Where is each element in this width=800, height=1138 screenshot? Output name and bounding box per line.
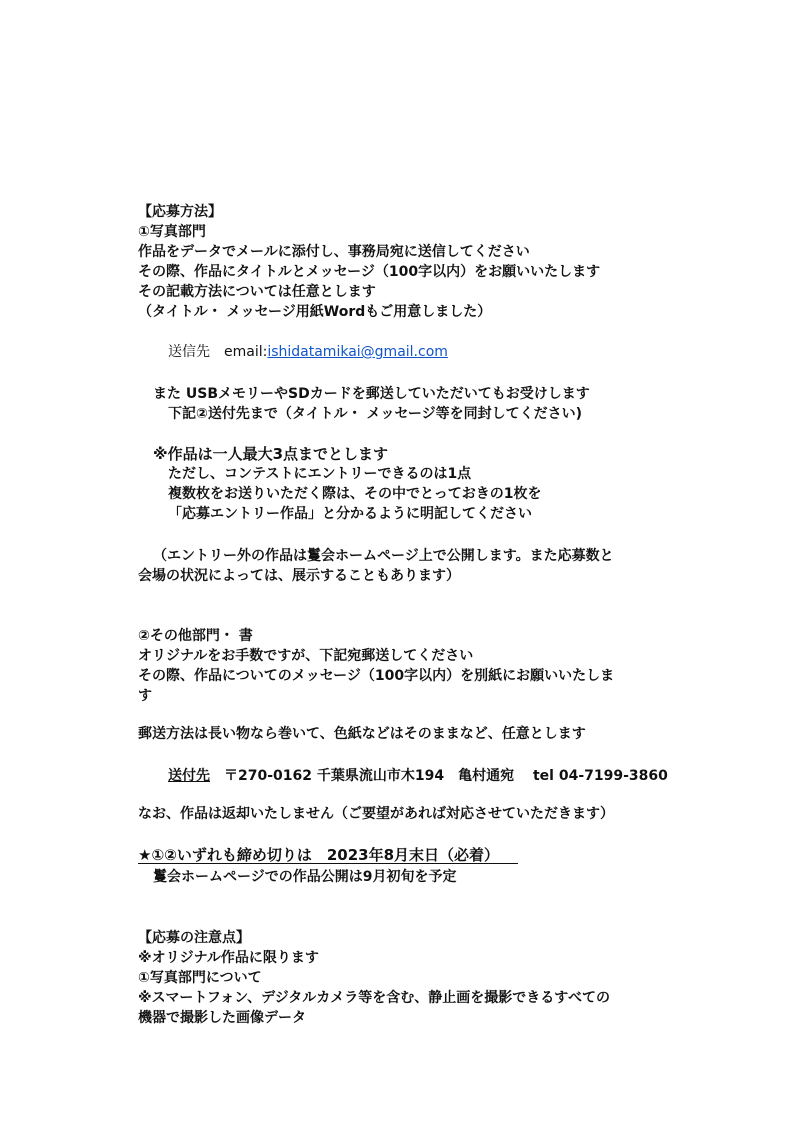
deadline-underline: [138, 863, 518, 864]
publish-schedule-line: 鬘会ホームページでの作品公開は9月初旬を予定: [153, 869, 457, 885]
return-policy-line: なお、作品は返却いたしません（ご要望があれば対応させていただきます）: [138, 806, 614, 822]
email-label: 送信先 email:: [168, 344, 268, 360]
usb-line-1: また USBメモリーやSDカードを郵送していただいてもお受けします: [153, 386, 590, 402]
usb-line-2: 下記②送付先まで（タイトル・ メッセージ等を同封してください): [168, 406, 583, 422]
other-instruction-1: オリジナルをお手数ですが、下記宛郵送してください: [138, 648, 474, 664]
notes-heading: 【応募の注意点】: [138, 930, 250, 946]
deadline-line: ★①②いずれも締め切りは 2023年8月末日（必着）: [138, 846, 500, 864]
address-label: 送付先: [168, 768, 210, 784]
notes-line-3: ※スマートフォン、デジタルカメラ等を含む、静止画を撮影できるすべての: [138, 990, 610, 1006]
photo-instruction-1: 作品をデータでメールに添付し、事務局宛に送信してください: [138, 244, 530, 260]
address-text: 〒270-0162 千葉県流山市木194 亀村通宛 tel 04-7199-3860: [224, 768, 668, 784]
other-section-title: ②その他部門・ 書: [138, 628, 253, 644]
email-link[interactable]: ishidatamikai@gmail.com: [267, 344, 448, 360]
outside-entry-line-1: （エントリー外の作品は鬘会ホームページ上で公開します。また応募数と: [153, 548, 614, 564]
photo-instruction-3: その記載方法については任意とします: [138, 284, 376, 300]
limit-line-1: ※作品は一人最大3点までとします: [153, 445, 389, 463]
photo-section-title: ①写真部門: [138, 224, 206, 240]
other-instruction-2: その際、作品についてのメッセージ（100字以内）を別紙にお願いいたしま: [138, 668, 615, 684]
other-instruction-3: す: [138, 688, 152, 704]
notes-line-2: ①写真部門について: [138, 970, 262, 986]
limit-line-2: ただし、コンテストにエントリーできるのは1点: [168, 466, 472, 482]
photo-instruction-4: （タイトル・ メッセージ用紙Wordもご用意しました）: [138, 304, 492, 320]
outside-entry-line-2: 会場の状況によっては、展示することもあります）: [138, 568, 460, 584]
notes-line-4: 機器で撮影した画像データ: [138, 1010, 306, 1026]
photo-instruction-2: その際、作品にタイトルとメッセージ（100字以内）をお願いいたします: [138, 264, 601, 280]
address-line: [168, 766, 668, 786]
limit-line-4: 「応募エントリー作品」と分かるように明記してください: [168, 506, 532, 522]
mail-method-line: 郵送方法は長い物なら巻いて、色紙などはそのままなど、任意とします: [138, 726, 586, 742]
notes-line-1: ※オリジナル作品に限ります: [138, 950, 319, 966]
method-heading: 【応募方法】: [138, 204, 222, 220]
limit-line-3: 複数枚をお送りいただく際は、その中でとっておきの1枚を: [168, 486, 542, 502]
email-line: [168, 342, 448, 362]
